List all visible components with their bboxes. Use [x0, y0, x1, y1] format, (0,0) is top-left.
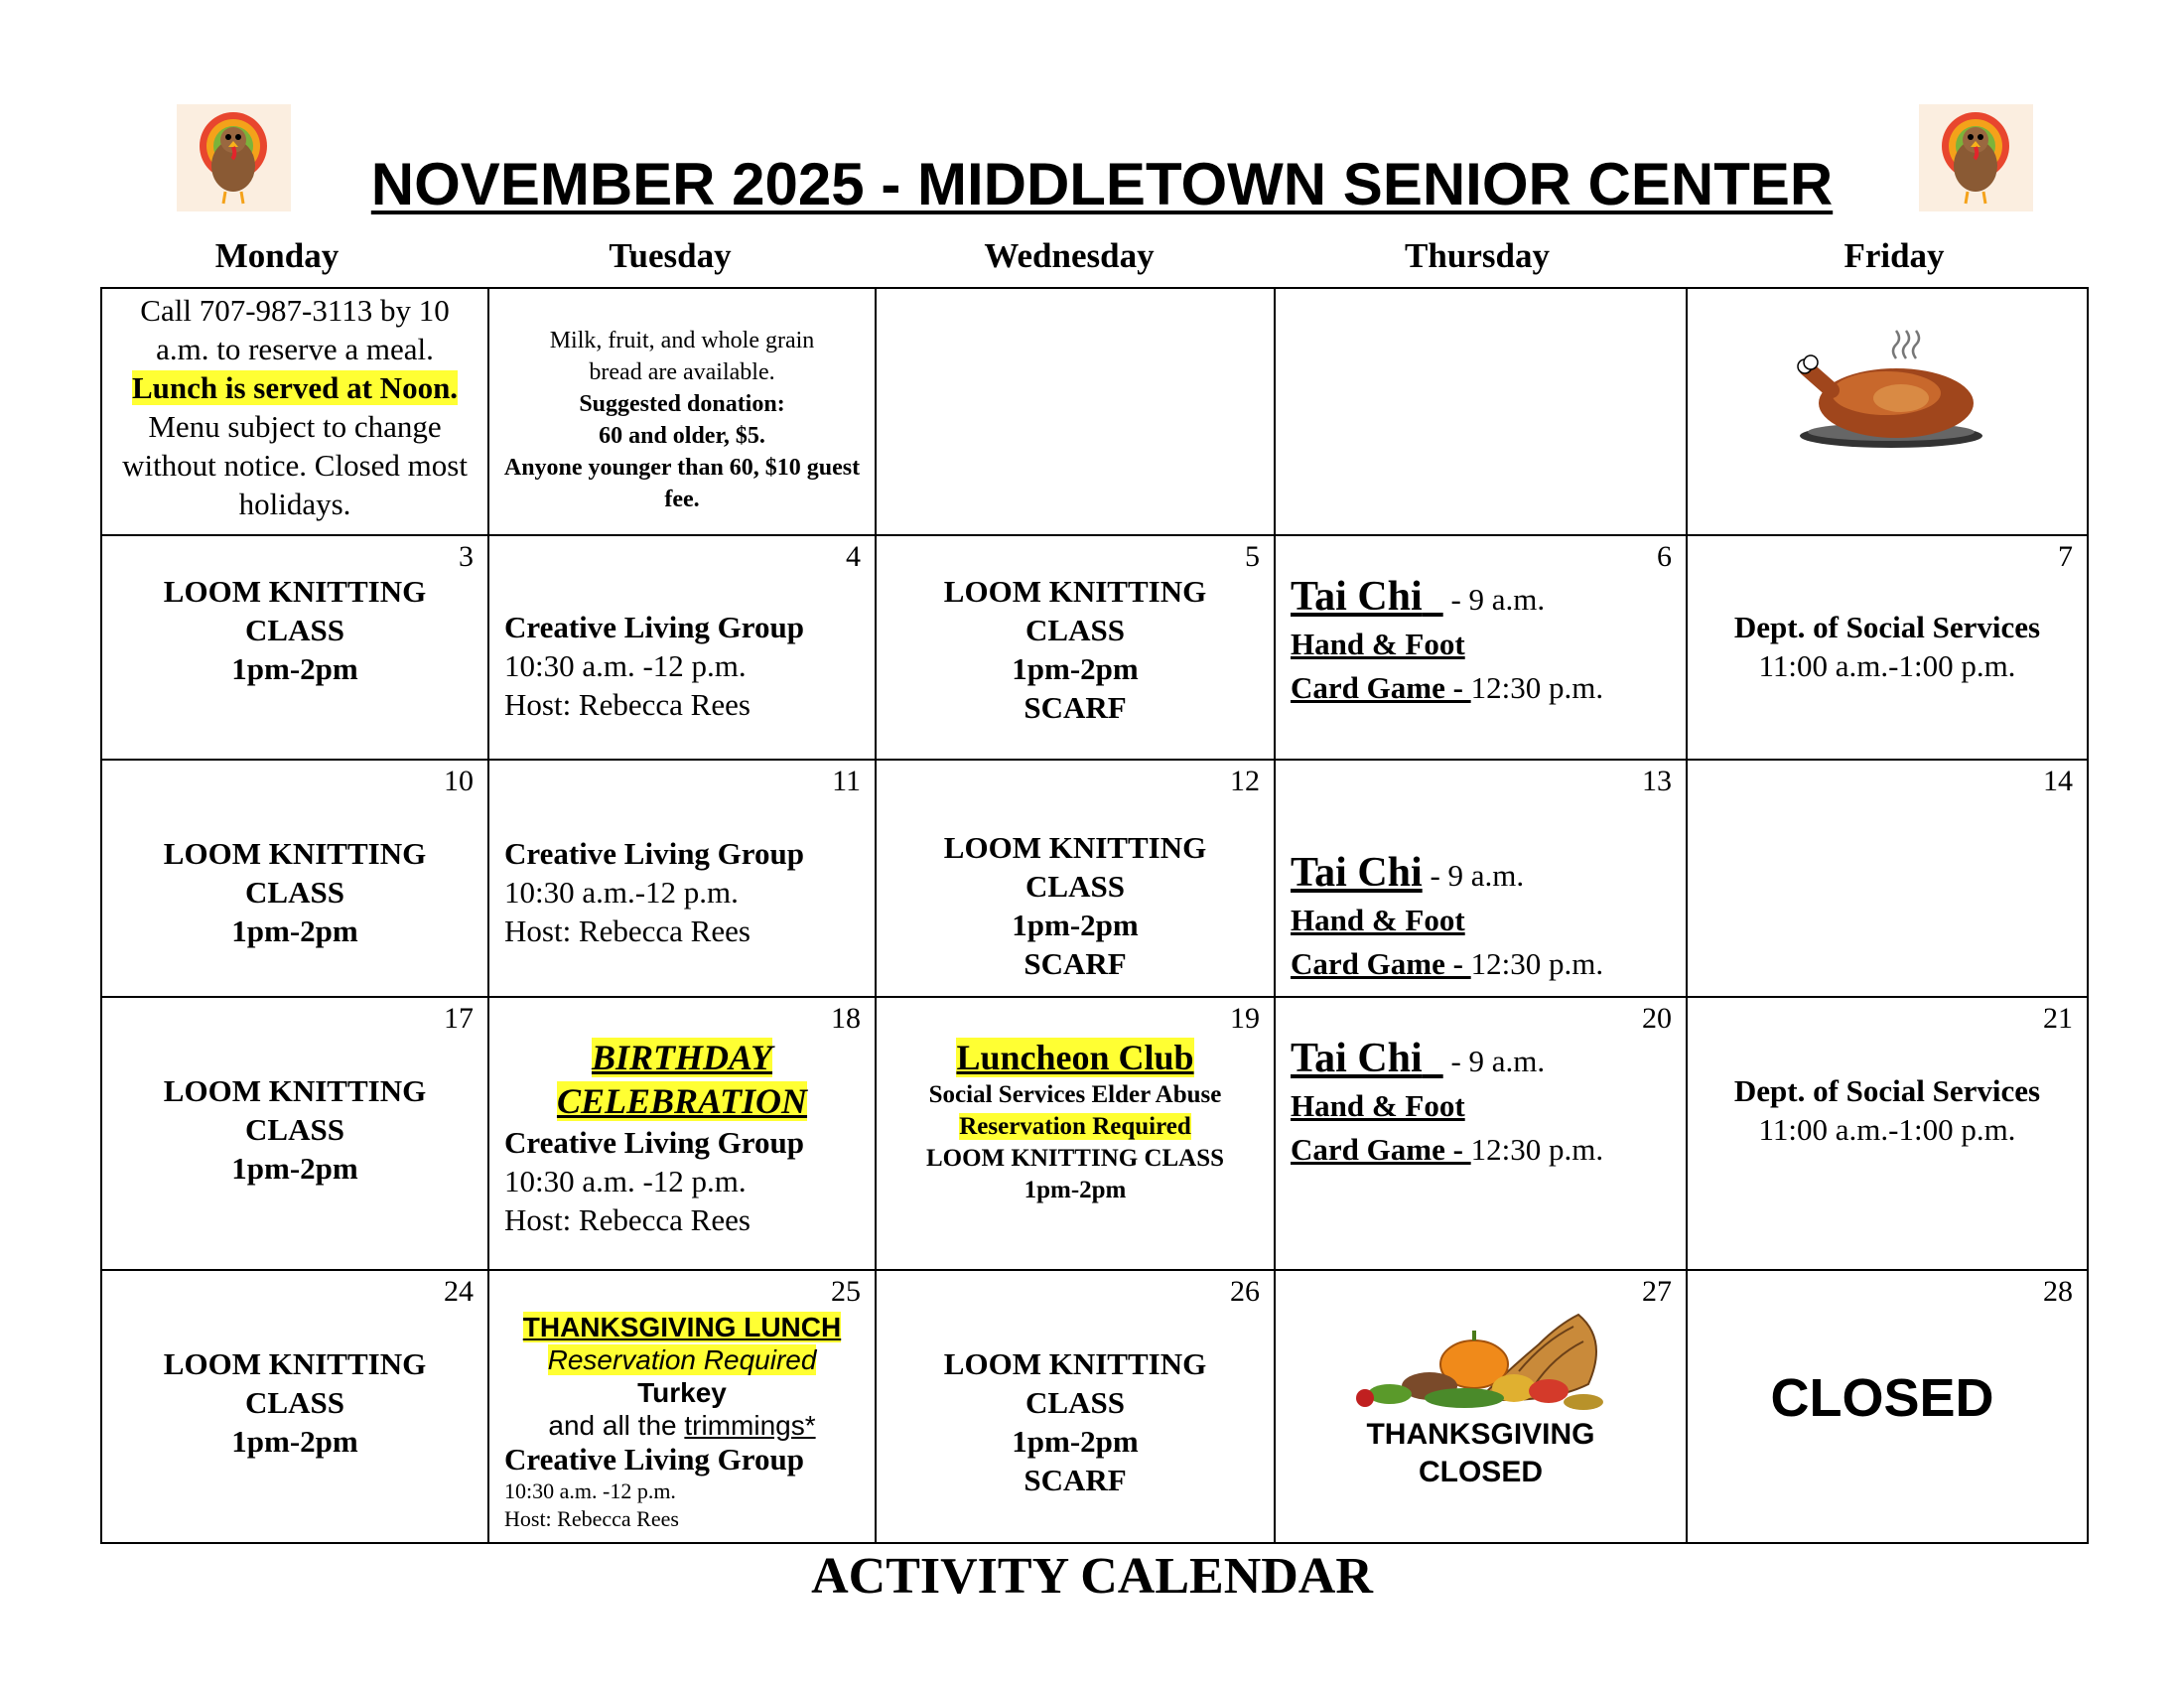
event-time: 10:30 a.m. -12 p.m.	[504, 1478, 676, 1503]
date-number: 28	[2043, 1275, 2073, 1308]
day-cell-24	[101, 1270, 488, 1543]
roast-turkey-cell	[1687, 288, 2088, 535]
event-title: CLASS	[245, 613, 344, 647]
event-title: Creative Living Group	[504, 610, 804, 644]
event-time: 12:30 p.m.	[1470, 946, 1604, 981]
event-title: LOOM KNITTING	[943, 574, 1207, 609]
date-number: 21	[2043, 1002, 2073, 1035]
calendar-row	[101, 1270, 2088, 1543]
reservation-note: Reservation Required	[959, 1113, 1191, 1140]
info-cell-donation	[488, 288, 876, 535]
event-title: CLASS	[1025, 613, 1125, 647]
menu-item: Turkey	[637, 1377, 727, 1408]
event-time: 10:30 a.m.-12 p.m.	[504, 875, 739, 910]
empty-cell	[876, 288, 1275, 535]
date-number: 11	[832, 765, 861, 797]
date-number: 4	[846, 540, 861, 573]
day-cell-27	[1275, 1270, 1687, 1543]
event-host: Host: Rebecca Rees	[504, 914, 751, 948]
donation-guest: Anyone younger than 60, $10 guest fee.	[503, 455, 861, 512]
event-note: SCARF	[1024, 690, 1127, 725]
event-title: Tai Chi	[1291, 850, 1423, 896]
day-cell-3	[101, 535, 488, 760]
day-cell-26	[876, 1270, 1275, 1543]
food-available-text: Milk, fruit, and whole grain bread are available.	[549, 328, 815, 385]
event-time: - 9 a.m.	[1442, 582, 1546, 617]
reservation-note: Reservation Required	[547, 1344, 817, 1375]
date-number: 3	[459, 540, 474, 573]
event-title: Tai Chi	[1291, 574, 1423, 620]
calendar-row	[101, 997, 2088, 1270]
day-header-tuesday: Tuesday	[609, 236, 732, 275]
event-time: 1pm-2pm	[1012, 1424, 1139, 1459]
day-cell-20	[1275, 997, 1687, 1270]
event-time: 1pm-2pm	[231, 1424, 358, 1459]
day-header-friday: Friday	[1843, 236, 1945, 275]
thanksgiving-lunch-title: THANKSGIVING LUNCH	[522, 1312, 842, 1342]
day-header-wednesday: Wednesday	[984, 236, 1155, 275]
event-title: LOOM KNITTING	[163, 836, 427, 871]
event-title: Hand & Foot	[1291, 1088, 1465, 1123]
date-number: 19	[1230, 1002, 1260, 1035]
event-title: LOOM KNITTING	[943, 830, 1207, 865]
event-time: 10:30 a.m. -12 p.m.	[504, 648, 747, 683]
calendar-row	[101, 535, 2088, 760]
info-cell-meal	[101, 288, 488, 535]
event-title: Dept. of Social Services	[1733, 610, 2041, 644]
menu-note-text: Menu subject to change without notice. Closed most holidays.	[122, 409, 468, 521]
event-title: Card Game -	[1291, 670, 1471, 705]
day-cell-5	[876, 535, 1275, 760]
event-title: Social Services Elder Abuse	[928, 1081, 1222, 1108]
event-title: Dept. of Social Services	[1733, 1073, 2041, 1108]
event-time: 11:00 a.m.-1:00 p.m.	[1758, 1112, 2016, 1147]
day-cell-17	[101, 997, 488, 1270]
event-title: CLASS	[1025, 869, 1125, 904]
date-number: 27	[1642, 1275, 1672, 1308]
day-cell-7	[1687, 535, 2088, 760]
event-title: Tai Chi	[1291, 1036, 1423, 1081]
day-cell-18	[488, 997, 876, 1270]
event-time: 12:30 p.m.	[1470, 1132, 1604, 1167]
date-number: 17	[444, 1002, 474, 1035]
event-title: Hand & Foot	[1291, 627, 1465, 661]
calendar-grid	[100, 287, 2089, 1544]
turkey-icon	[1919, 104, 2033, 211]
day-header-monday: Monday	[214, 236, 340, 275]
event-title: Creative Living Group	[504, 836, 804, 871]
event-title: LOOM KNITTING CLASS	[925, 1145, 1225, 1172]
event-title: LOOM KNITTING	[163, 1073, 427, 1108]
day-cell-19	[876, 997, 1275, 1270]
luncheon-club-title: Luncheon Club	[956, 1038, 1194, 1077]
birthday-title: BIRTHDAY	[591, 1038, 773, 1077]
event-time: - 9 a.m.	[1430, 858, 1525, 893]
event-title: CLASS	[1025, 1385, 1125, 1420]
donation-label: Suggested donation:	[579, 391, 785, 417]
date-number: 24	[444, 1275, 474, 1308]
event-title: LOOM KNITTING	[163, 1346, 427, 1381]
day-cell-14	[1687, 760, 2088, 997]
day-cell-6	[1275, 535, 1687, 760]
meal-reserve-text: Call 707-987-3113 by 10 a.m. to reserve a meal.	[140, 293, 450, 366]
day-header-thursday: Thursday	[1405, 236, 1550, 275]
day-cell-25	[488, 1270, 876, 1543]
donation-senior: 60 and older, $5.	[599, 423, 765, 449]
date-number: 20	[1642, 1002, 1672, 1035]
day-cell-10	[101, 760, 488, 997]
date-number: 5	[1245, 540, 1260, 573]
date-number: 6	[1657, 540, 1672, 573]
closed-label: CLOSED	[1418, 1456, 1543, 1488]
event-title: LOOM KNITTING	[943, 1346, 1207, 1381]
event-time: 11:00 a.m.-1:00 p.m.	[1758, 648, 2016, 683]
event-title: CLASS	[245, 1112, 344, 1147]
event-host: Host: Rebecca Rees	[504, 1506, 679, 1531]
day-cell-11	[488, 760, 876, 997]
day-cell-12	[876, 760, 1275, 997]
date-number: 25	[831, 1275, 861, 1308]
roast-turkey-icon	[1797, 329, 1985, 458]
event-time: - 9 a.m.	[1442, 1044, 1546, 1078]
date-number: 14	[2043, 765, 2073, 797]
lunch-time-text: Lunch is served at Noon.	[131, 370, 459, 405]
event-title: Hand & Foot	[1291, 903, 1465, 937]
event-title: CLASS	[245, 1385, 344, 1420]
event-time: 1pm-2pm	[1012, 908, 1139, 942]
page-title: NOVEMBER 2025 - MIDDLETOWN SENIOR CENTER	[370, 151, 1834, 217]
day-cell-28	[1687, 1270, 2088, 1543]
event-host: Host: Rebecca Rees	[504, 1202, 751, 1237]
date-number: 10	[444, 765, 474, 797]
date-number: 13	[1642, 765, 1672, 797]
date-number: 26	[1230, 1275, 1260, 1308]
date-number: 18	[831, 1002, 861, 1035]
date-number: 7	[2058, 540, 2073, 573]
date-number: 12	[1230, 765, 1260, 797]
day-cell-13	[1275, 760, 1687, 997]
event-title: Card Game -	[1291, 946, 1471, 981]
closed-label: CLOSED	[1770, 1368, 1994, 1428]
event-title: LOOM KNITTING	[163, 574, 427, 609]
event-time: 10:30 a.m. -12 p.m.	[504, 1164, 747, 1198]
event-time: 1pm-2pm	[231, 1151, 358, 1186]
footer-title: ACTIVITY CALENDAR	[811, 1548, 1373, 1605]
event-note: SCARF	[1024, 1463, 1127, 1497]
event-time: 12:30 p.m.	[1470, 670, 1604, 705]
event-title: Creative Living Group	[504, 1442, 804, 1477]
event-time: 1pm-2pm	[1012, 651, 1139, 686]
holiday-label: THANKSGIVING	[1366, 1418, 1595, 1451]
turkey-icon	[177, 104, 291, 211]
calendar-row	[101, 288, 2088, 535]
event-title: Creative Living Group	[504, 1125, 804, 1160]
day-cell-4	[488, 535, 876, 760]
event-title: CLASS	[245, 875, 344, 910]
event-note: SCARF	[1024, 946, 1127, 981]
birthday-title: CELEBRATION	[556, 1081, 808, 1121]
cornucopia-icon	[1345, 1307, 1613, 1426]
empty-cell	[1275, 288, 1687, 535]
menu-note: and all the	[548, 1410, 685, 1441]
calendar-row	[101, 760, 2088, 997]
menu-note: trimmings*	[684, 1410, 816, 1441]
event-time: 1pm-2pm	[1024, 1177, 1127, 1203]
day-cell-21	[1687, 997, 2088, 1270]
event-host: Host: Rebecca Rees	[504, 687, 751, 722]
event-time: 1pm-2pm	[231, 651, 358, 686]
event-title: Card Game -	[1291, 1132, 1471, 1167]
event-time: 1pm-2pm	[231, 914, 358, 948]
